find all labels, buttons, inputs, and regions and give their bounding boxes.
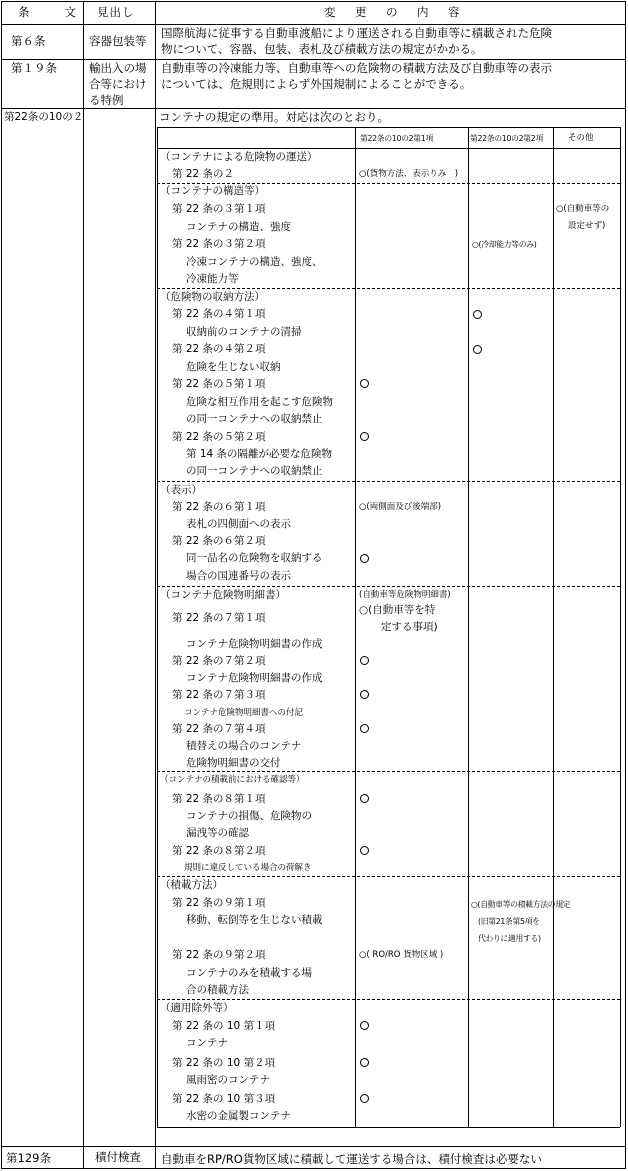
item-desc: コンテナの損傷、危険物の: [186, 810, 312, 822]
row-article: 第22条の10の２: [4, 111, 84, 123]
regulation-table: [1, 1, 626, 1169]
item-col2-note: (旧第21条第5項を: [478, 917, 540, 926]
row-content-line: については、危規則によらず外国規制によることができる。: [161, 77, 472, 91]
item-desc: 水密の金属製コンテナ: [186, 1110, 291, 1122]
item-desc: の同一コンテナへの収納禁止: [186, 465, 323, 477]
item-col2-note: ○(自動車等の積載方法の規定: [471, 900, 571, 909]
col-divider-1: [83, 1, 84, 1169]
row-content: 自動車をRP/RO貨物区域に積載して運送する場合は、積付検査は必要ない: [161, 1152, 542, 1166]
col-divider-2: [155, 1, 156, 1169]
item-col2-note: ○(冷却能力等のみ): [472, 240, 537, 249]
applicable-mark: [360, 724, 369, 733]
item-col1-note: ○(貨物方法、表示りみ ): [359, 169, 459, 179]
item-desc: 危険な相互作用を起こす危険物: [186, 396, 333, 408]
item-ref: 第 22 条の４第１項: [172, 308, 266, 320]
applicable-mark: [360, 1021, 369, 1030]
row-divider-3: [1, 1146, 626, 1147]
group-title: （コンテナ危険物明細書）: [160, 589, 286, 601]
group-title: （コンテナによる危険物の運送）: [160, 151, 318, 163]
item-desc: 規則に違反している場合の荷解き: [184, 863, 312, 873]
header-article: 条 文: [18, 5, 80, 19]
item-ref: 第 22 条の８第２項: [172, 845, 266, 857]
item-col1-note: ○(自動車等を特: [359, 604, 436, 616]
row-content-line: 国際航海に従事する自動車渡船により運送される自動車等に積載された危険: [161, 26, 552, 40]
row-heading: る特例: [89, 93, 124, 107]
item-ref: 第 22 条の６第１項: [172, 501, 266, 513]
row-heading: 積付検査: [95, 1150, 141, 1164]
item-ref: 第 22 条の７第１項: [172, 612, 266, 624]
item-desc: 同一品名の危険物を収納する: [186, 552, 323, 564]
row-heading: 輸出入の場: [89, 61, 147, 75]
row-heading: 容器包装等: [89, 34, 147, 48]
item-desc: 収納前のコンテナの清掃: [186, 326, 302, 338]
row-content-intro: コンテナの規定の準用。対応は次のとおり。: [159, 110, 389, 124]
item-ref: 第 22 条の 10 第１項: [172, 1020, 276, 1032]
row-content-line: 物について、容器、包装、表札及び積載方法の規定がかかる。: [161, 42, 483, 56]
inner-table-top: [157, 127, 620, 128]
inner-header-col2: 第22条の10の2第2項: [470, 134, 543, 143]
item-ref: 第 22 条の６第２項: [172, 535, 266, 547]
inner-col-divider: [355, 127, 356, 1127]
item-ref: 第 22 条の９第２項: [172, 949, 266, 961]
item-desc: コンテナ: [186, 1037, 228, 1049]
item-desc: 危険を生じない収納: [186, 361, 281, 373]
item-desc: コンテナの構造、強度: [186, 221, 291, 233]
item-ref: 第 22 条の２: [172, 168, 235, 180]
inner-col-divider: [553, 127, 554, 1127]
item-ref: 第 22 条の５第１項: [172, 378, 266, 390]
applicable-mark: [360, 1058, 369, 1067]
applicable-mark: [360, 554, 369, 563]
item-desc: コンテナ危険物明細書の作成: [186, 672, 323, 684]
row-article: 第６条: [11, 34, 46, 48]
applicable-mark: [473, 310, 482, 319]
applicable-mark: [360, 794, 369, 803]
item-desc: の同一コンテナへの収納禁止: [186, 413, 323, 425]
group-title: （コンテナの積載前における確認等）: [160, 775, 305, 785]
inner-table-border: [157, 127, 158, 1127]
item-desc: 冷凍能力等: [186, 273, 239, 285]
item-ref: 第 22 条の８第１項: [172, 793, 266, 805]
applicable-mark: [360, 379, 369, 388]
group-title: （適用除外等）: [160, 1002, 234, 1014]
item-ref: 第 22 条の 10 第２項: [172, 1057, 276, 1069]
item-ref: 第 22 条の９第１項: [172, 897, 266, 909]
item-desc: 場合の国連番号の表示: [186, 570, 291, 582]
inner-header-col3: その他: [568, 133, 594, 143]
applicable-mark: [360, 846, 369, 855]
row-article: 第１９条: [11, 61, 57, 75]
item-desc: 冷凍コンテナの構造、強度、: [186, 256, 323, 268]
item-desc: コンテナのみを積載する場: [186, 967, 312, 979]
item-ref: 第 22 条の４第２項: [172, 343, 266, 355]
item-col1-note: 定する事項): [381, 621, 438, 633]
item-col1-note: (自動車等危険物明細書): [359, 590, 451, 600]
header-heading: 見出し: [97, 5, 135, 19]
item-desc: 漏洩等の確認: [186, 827, 249, 839]
item-desc: 風雨密のコンテナ: [186, 1074, 270, 1086]
group-title: （コンテナの構造等）: [160, 185, 265, 197]
applicable-mark: [360, 432, 369, 441]
inner-table-border: [620, 127, 621, 1127]
item-desc: 第 14 条の隔離が必要な危険物: [186, 448, 333, 460]
applicable-mark: [360, 690, 369, 699]
group-title: （表示）: [160, 484, 202, 496]
inner-header-col1: 第22条の10の2第1項: [360, 134, 433, 143]
item-ref: 第 22 条の７第２項: [172, 655, 266, 667]
item-desc: 積替えの場合のコンテナ: [186, 740, 302, 752]
item-desc: コンテナ危険物明細書への付記: [184, 708, 304, 718]
applicable-mark: [360, 1094, 369, 1103]
item-ref: 第 22 条の 10 第３項: [172, 1093, 276, 1105]
header-content: 変 更 の 内 容: [324, 5, 464, 19]
item-desc: 合の積載方法: [186, 984, 249, 996]
item-ref: 第 22 条の３第１項: [172, 203, 266, 215]
item-desc: 危険物明細書の交付: [186, 757, 281, 769]
item-desc: 表札の四側面への表示: [186, 518, 291, 530]
group-title: （危険物の収納方法）: [160, 291, 265, 303]
item-desc: コンテナ危険物明細書の作成: [186, 638, 323, 650]
item-ref: 第 22 条の７第３項: [172, 689, 266, 701]
row-content-line: 自動車等の冷凍能力等、自動車等への危険物の積載方法及び自動車等の表示: [161, 61, 552, 75]
applicable-mark: [473, 345, 482, 354]
group-divider: [157, 481, 620, 482]
inner-table-bottom: [157, 1127, 620, 1128]
item-ref: 第 22 条の５第２項: [172, 431, 266, 443]
item-col1-note: ○(両側面及び後端部): [359, 502, 442, 512]
item-col3-note: ○(自動車等の: [556, 204, 610, 214]
item-ref: 第 22 条の３第２項: [172, 238, 266, 250]
item-desc: 移動、転倒等を生じない積載: [186, 914, 323, 926]
item-col3-note: 設定せず): [568, 221, 606, 231]
item-col1-note: ○( RO/RO 貨物区域 ): [359, 950, 444, 960]
row-heading: 合等におけ: [89, 77, 147, 91]
item-ref: 第 22 条の７第４項: [172, 723, 266, 735]
applicable-mark: [360, 656, 369, 665]
row-article: 第129条: [6, 1151, 51, 1165]
group-title: （積載方法）: [160, 879, 223, 891]
inner-col-divider: [468, 127, 469, 1127]
item-col2-note: 代わりに適用する): [478, 934, 541, 943]
